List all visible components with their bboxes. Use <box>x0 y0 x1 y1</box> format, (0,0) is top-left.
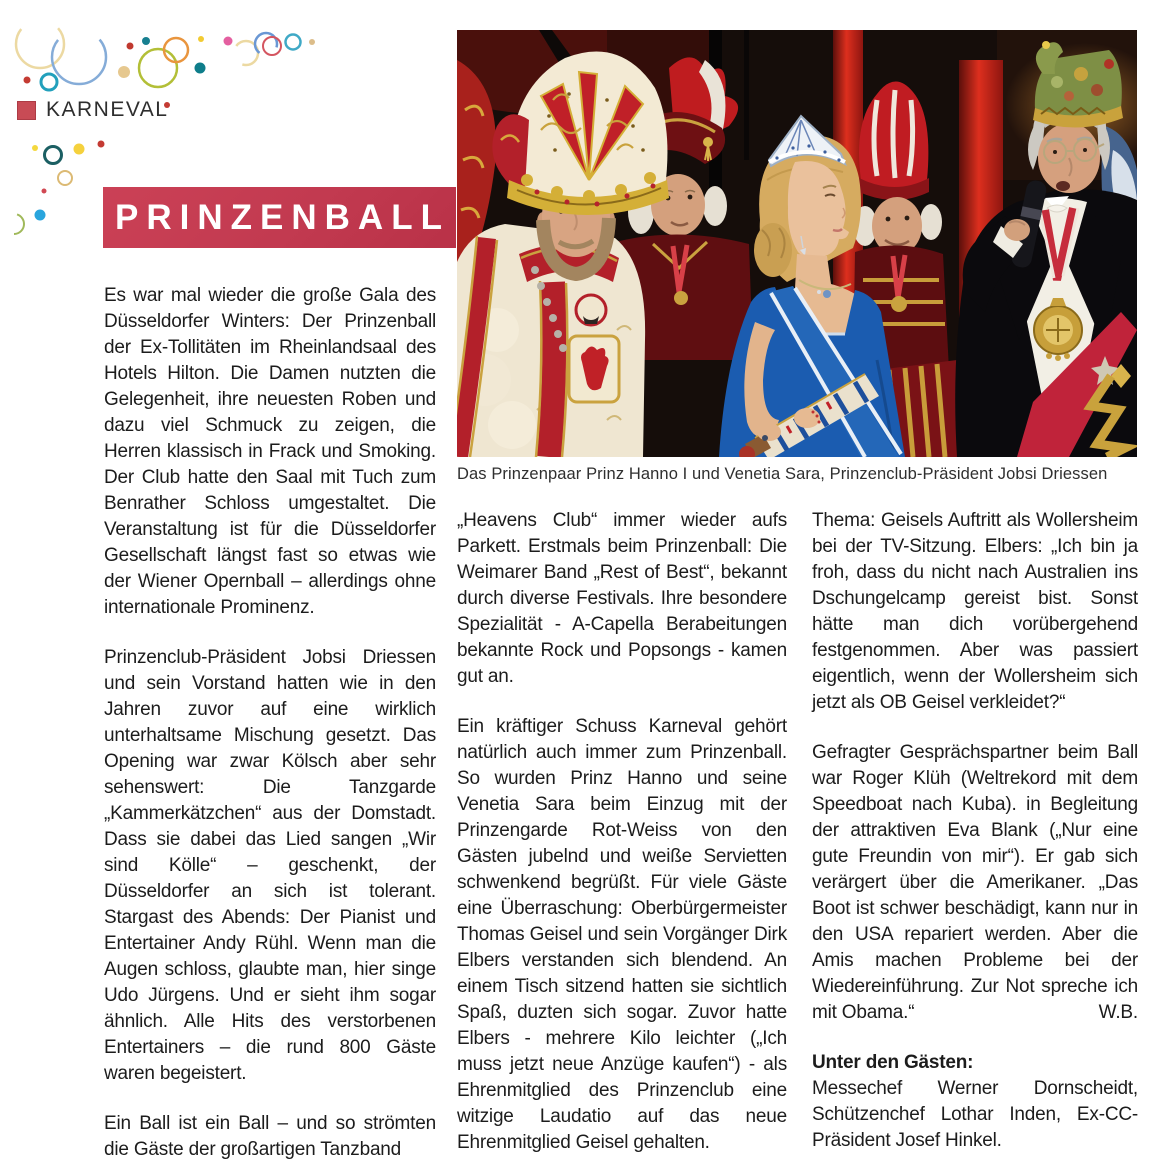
photo-caption: Das Prinzenpaar Prinz Hanno I und Venetia Sara, Prinzenclub-Präsident Jobsi Driessen <box>457 465 1108 483</box>
paragraph: Ein kräftiger Schuss Karneval gehört natürlich auch immer zum Prinzenball. So wurden Prinz Hanno und seine Venetia Sara beim Einzug mit der Prinzengarde Rot-Weiss von den Gästen jubelnd und weiße Servietten schwenkend begrüßt. Für viele Gäste eine Überraschung: Oberbürgermeister Thomas Geisel und sein Vorgänger Dirk Elbers verstanden sich blendend. An einem Tisch sitzend hatten sie sichtlich Spaß, duzten sich sogar. Zuvor hatte Elbers - mehrere Kilo leichter („Ich muss jetzt neue Anzüge kaufen“) - als Ehrenmitglied des Prinzenclub eine witzige Laudatio auf das neue Ehrenmitglied Geisel gehalten. <box>457 716 787 1153</box>
section-label-text: KARNEVAL <box>46 98 169 121</box>
paragraph-text: Gefragter Gesprächspartner beim Ball war Roger Klüh (Weltrekord mit dem Speedboat nach Kuba). in Begleitung der attraktiven Eva Blank („Nur eine gute Freundin von mir“). Er gab sich verärgert über die Amerikaner. „Das Boot ist schwer beschädigt, kann nur in den USA repariert werden. Aber die Amis machen Probleme bei der Wiedereinführung. Zur Not spreche ich mit Obama.“ <box>812 742 1138 1023</box>
paragraph: Ein Ball ist ein Ball – und so strömten die Gäste der großartigen Tanzband <box>104 1113 436 1160</box>
guests-list: Messechef Werner Dornscheidt, Schützenchef Lothar Inden, Ex-CC-Präsident Josef Hinkel. <box>812 1078 1138 1151</box>
paragraph: Thema: Geisels Auftritt als Wollersheim bei der TV-Sitzung. Elbers: „Ich bin ja froh, dass du nicht nach Australien ins Dschungelcamp gereist bist. Sonst hätte man dich vorübergehend festgenommen. Aber was passiert eigentlich, wenn der Wollersheim sich jetzt als OB Geisel verkleidet?“ <box>812 510 1138 713</box>
article-title-banner <box>103 187 456 248</box>
paragraph: Es war mal wieder die große Gala des Düsseldorfer Winters: Der Prinzenball der Ex-Tollitäten im Rheinlandsaal des Hotels Hilton. Die Damen nutzten die Gelegenheit, ihre neuesten Roben und dazu viel Schmuck zu zeigen, die Herren klassisch in Frack und Smoking. Der Club hatte den Saal mit Tuch zum Benrather Schloss umgestaltet. Die Veranstaltung ist für die Düsseldorfer Gesellschaft längst fast so etwas wie der Wiener Opernball – allerdings ohne internationale Prominenz. <box>104 285 436 618</box>
article-title: PRINZENBALL <box>115 198 450 237</box>
paragraph: „Heavens Club“ immer wieder aufs Parkett. Erstmals beim Prinzenball: Die Weimarer Band „Rest of Best“, bekannt durch diverse Festivals. Ihre besondere Spezialität - A-Capella Berabeitungen bekannte Rock und Popsongs - kamen gut an. <box>457 510 787 687</box>
guests-heading: Unter den Gästen: <box>812 1052 974 1073</box>
article-column-3 <box>812 508 1138 1173</box>
prinzenball-photo <box>457 30 1137 457</box>
section-label-square-icon <box>17 101 36 120</box>
article-column-2 <box>457 508 787 1173</box>
paragraph-with-signature <box>812 740 1138 1026</box>
paragraph: Prinzenclub-Präsident Jobsi Driessen und sein Vorstand hatten wie in den Jahren zuvor auf eine wirklich unterhaltsame Mischung gesetzt. Das Opening war zwar Kölsch aber sehr sehenswert: Die Tanzgarde „Kammerkätzchen“ aus der Domstadt. Dass sie dabei das Lied sangen „Wir sind Kölle“ – geschenkt, der Düsseldorfer an sich ist tolerant. Stargast des Abends: Der Pianist und Entertainer Andy Rühl. Wenn man die Augen schloss, glaubte man, hier singe Udo Jürgens. Und er sieht ihm sogar ähnlich. Alle Hits des verstorbenen Entertainers – die rund 800 Gäste waren begeistert. <box>104 647 436 1084</box>
section-label <box>17 98 169 122</box>
article-column-1 <box>104 283 436 1173</box>
author-signature: W.B. <box>1093 1000 1138 1026</box>
